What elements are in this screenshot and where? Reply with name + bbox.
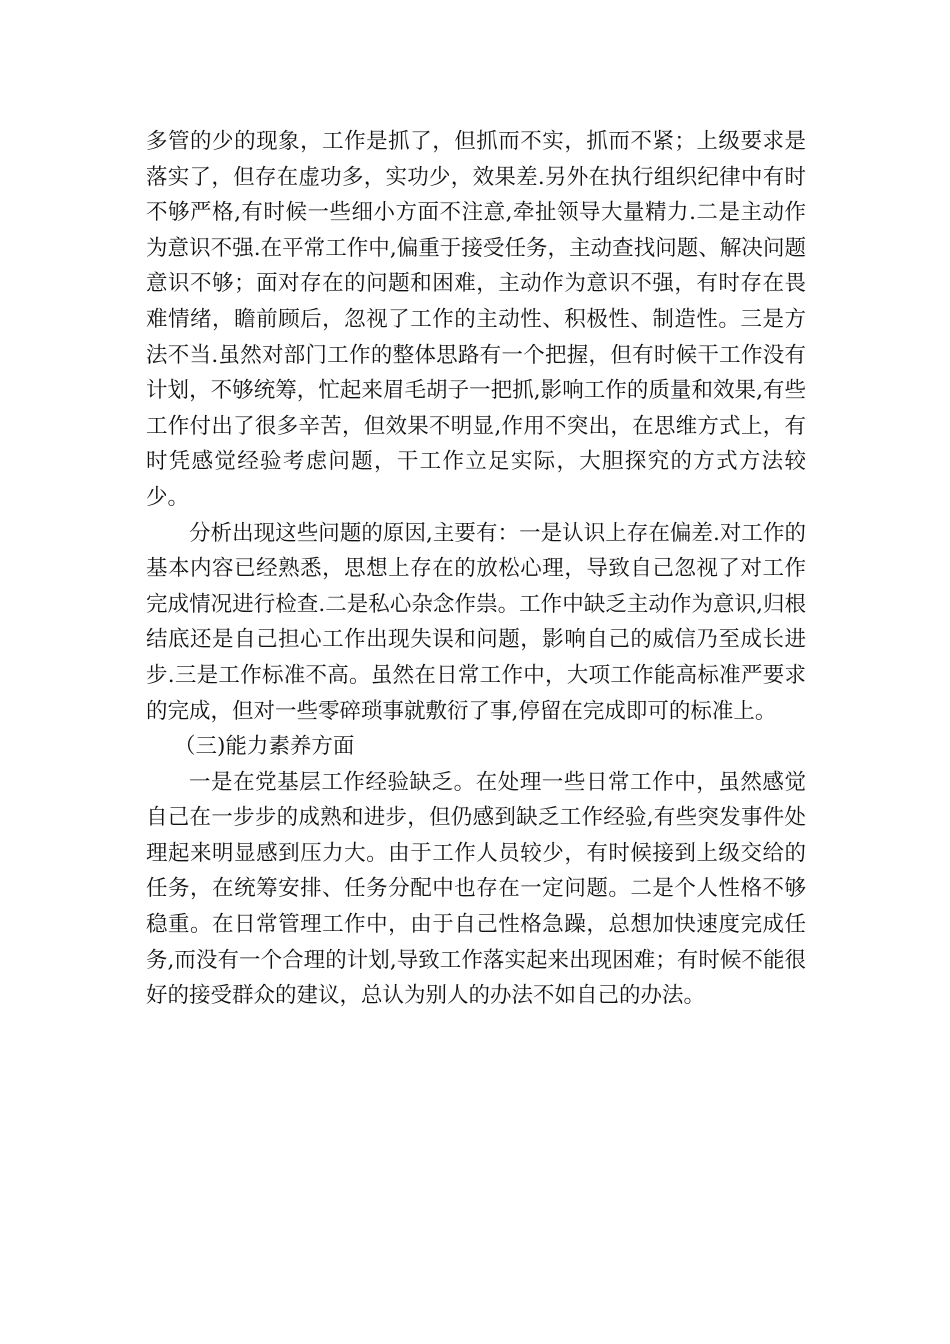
paragraph-cause-analysis: 分析出现这些问题的原因,主要有：一是认识上存在偏差.对工作的基本内容已经熟悉，思想上存在的放松心理，导致自己忽视了对工作完成情况进行检查.二是私心杂念作祟。工作中缺乏主动作为意识,归根结底还是自己担心工作出现失误和问题，影响自己的威信乃至成长进步.三是工作标准不高。虽然在日常工作中，大项工作能高标准严要求的完成，但对一些零碎琐事就敷衍了事,停留在完成即可的标准上。 (146, 520, 806, 724)
document-body (146, 124, 806, 1014)
paragraph-ability: 一是在党基层工作经验缺乏。在处理一些日常工作中，虽然感觉自己在一步步的成熟和进步，但仍感到缺乏工作经验,有些突发事件处理起来明显感到压力大。由于工作人员较少，有时候接到上级交给的任务，在统筹安排、任务分配中也存在一定问题。二是个人性格不够稳重。在日常管理工作中，由于自己性格急躁，总想加快速度完成任务,而没有一个合理的计划,导致工作落实起来出现困难；有时候不能很好的接受群众的建议，总认为别人的办法不如自己的办法。 (146, 769, 806, 1009)
section-heading-ability: （三)能力素养方面 (174, 734, 355, 760)
paragraph-continued: 多管的少的现象，工作是抓了，但抓而不实，抓而不紧；上级要求是落实了，但存在虚功多，实功少，效果差.另外在执行组织纪律中有时不够严格,有时候一些细小方面不注意,牵扯领导大量精力.二是主动作为意识不强.在平常工作中,偏重于接受任务，主动查找问题、解决问题意识不够；面对存在的问题和困难，主动作为意识不强，有时存在畏难情绪，瞻前顾后，忽视了工作的主动性、积极性、制造性。三是方法不当.虽然对部门工作的整体思路有一个把握，但有时候干工作没有计划，不够统筹，忙起来眉毛胡子一把抓,影响工作的质量和效果,有些工作付出了很多辛苦，但效果不明显,作用不突出，在思维方式上，有时凭感觉经验考虑问题，干工作立足实际，大胆探究的方式方法较少。 (146, 129, 806, 510)
